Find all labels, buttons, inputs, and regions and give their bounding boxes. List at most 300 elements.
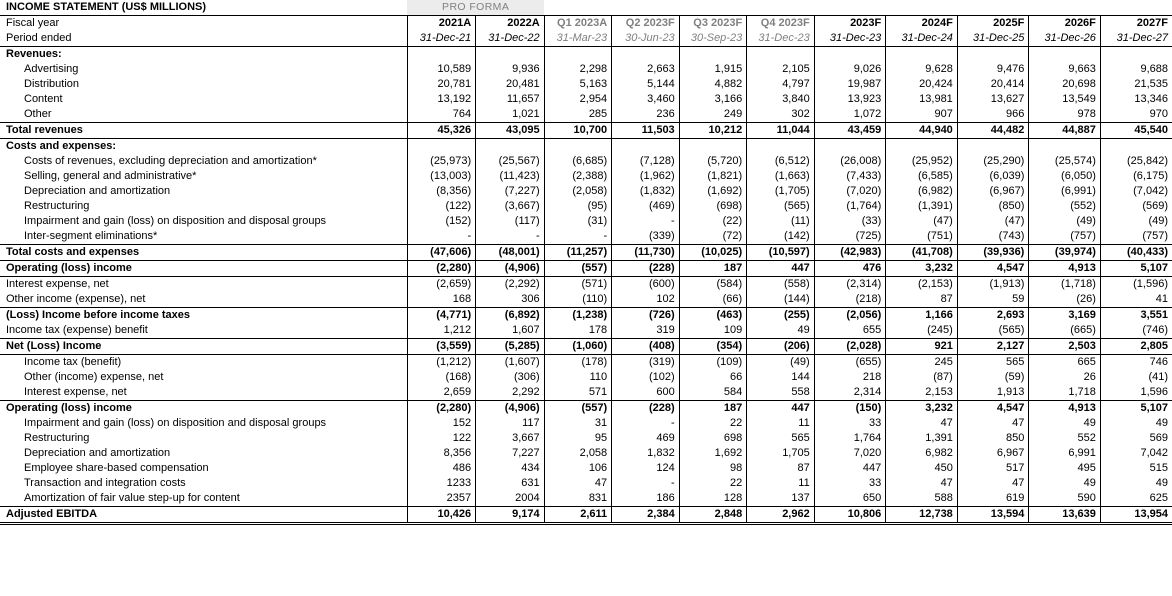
cell-impairment-and-gain-loss-on-disposition-and-disp-2021a: 152: [407, 416, 476, 431]
cell-revenues-q3-2023f: [679, 47, 747, 63]
row-label-content: Content: [24, 93, 63, 105]
cell-loss-income-before-income-taxes-q2-2023f: (726): [612, 308, 680, 324]
cell-income-tax-expense-benefit-2021a: 1,212: [407, 323, 476, 339]
cell-other-q4-2023f: 302: [747, 107, 815, 123]
cell-adjusted-ebitda-2025f: 13,594: [957, 507, 1029, 524]
column-header-year-2023f: 2023F: [814, 16, 886, 32]
cell-other-income-expense-net-2026f: 26: [1029, 370, 1101, 385]
row-label-interest-expense-net: Interest expense, net: [0, 277, 407, 293]
cell-selling-general-and-administrative-q4-2023f: (1,663): [747, 169, 815, 184]
cell-adjusted-ebitda-2026f: 13,639: [1029, 507, 1101, 524]
cell-operating-loss-income-q3-2023f: 187: [679, 401, 747, 417]
cell-operating-loss-income-q1-2023a: (557): [544, 401, 612, 417]
row-label-selling-general-and-administrative: Selling, general and administrative*: [24, 170, 197, 182]
column-header-year-q2-2023f: Q2 2023F: [612, 16, 680, 32]
cell-adjusted-ebitda-2027f: 13,954: [1100, 507, 1172, 524]
cell-other-income-expense-net-q4-2023f: (144): [747, 292, 815, 308]
table-row: [0, 154, 1172, 169]
cell-restructuring-q4-2023f: (565): [747, 199, 815, 214]
header-blank-9: [1029, 0, 1101, 16]
cell-other-income-expense-net-2021a: 168: [407, 292, 476, 308]
cell-selling-general-and-administrative-2024f: (6,585): [886, 169, 958, 184]
cell-operating-loss-income-2027f: 5,107: [1100, 261, 1172, 277]
cell-total-revenues-2027f: 45,540: [1100, 123, 1172, 139]
cell-depreciation-and-amortization-2025f: 6,967: [957, 446, 1029, 461]
table-row: [0, 507, 1172, 524]
cell-other-income-expense-net-q2-2023f: (102): [612, 370, 680, 385]
column-header-year-2025f: 2025F: [957, 16, 1029, 32]
cell-revenues-2027f: [1100, 47, 1172, 63]
fiscal-year-label: Fiscal year: [6, 17, 60, 29]
column-header-year-q3-2023f: Q3 2023F: [679, 16, 747, 32]
row-label-transaction-and-integration-costs: Transaction and integration costs: [24, 477, 186, 489]
cell-selling-general-and-administrative-q1-2023a: (2,388): [544, 169, 612, 184]
column-header-year-2027f: 2027F: [1100, 16, 1172, 32]
cell-impairment-and-gain-loss-on-disposition-and-disp-q2-2023f: -: [612, 214, 680, 229]
table-row: [0, 476, 1172, 491]
table-row: [0, 169, 1172, 184]
cell-costs-and-expenses-q2-2023f: [612, 139, 680, 155]
cell-adjusted-ebitda-2021a: 10,426: [407, 507, 476, 524]
cell-distribution-2026f: 20,698: [1029, 77, 1101, 92]
header-blank-2: [544, 0, 612, 16]
cell-advertising-2024f: 9,628: [886, 62, 958, 77]
cell-total-costs-and-expenses-2026f: (39,974): [1029, 245, 1101, 261]
cell-amortization-of-fair-value-step-up-for-content-2022a: 2004: [476, 491, 545, 507]
cell-interest-expense-net-q3-2023f: (584): [679, 277, 747, 293]
cell-restructuring-2022a: (3,667): [476, 199, 545, 214]
cell-advertising-2021a: 10,589: [407, 62, 476, 77]
table-row: [0, 339, 1172, 355]
column-header-year-2024f: 2024F: [886, 16, 958, 32]
cell-impairment-and-gain-loss-on-disposition-and-disp-2022a: (117): [476, 214, 545, 229]
cell-restructuring-2025f: 850: [957, 431, 1029, 446]
cell-loss-income-before-income-taxes-2025f: 2,693: [957, 308, 1029, 324]
cell-transaction-and-integration-costs-2024f: 47: [886, 476, 958, 491]
table-row: [0, 123, 1172, 139]
cell-income-tax-benefit-q4-2023f: (49): [747, 355, 815, 371]
cell-inter-segment-eliminations-q2-2023f: (339): [612, 229, 680, 245]
cell-advertising-2022a: 9,936: [476, 62, 545, 77]
header-blank-8: [957, 0, 1029, 16]
column-header-year-q4-2023f: Q4 2023F: [747, 16, 815, 32]
cell-depreciation-and-amortization-2026f: (6,991): [1029, 184, 1101, 199]
cell-restructuring-2027f: (569): [1100, 199, 1172, 214]
cell-other-income-expense-net-q2-2023f: 102: [612, 292, 680, 308]
cell-interest-expense-net-2027f: (1,596): [1100, 277, 1172, 293]
cell-restructuring-2025f: (850): [957, 199, 1029, 214]
cell-loss-income-before-income-taxes-q1-2023a: (1,238): [544, 308, 612, 324]
cell-total-costs-and-expenses-q2-2023f: (11,730): [612, 245, 680, 261]
row-label-total-revenues: Total revenues: [0, 123, 407, 139]
cell-impairment-and-gain-loss-on-disposition-and-disp-2021a: (152): [407, 214, 476, 229]
cell-employee-share-based-compensation-2027f: 515: [1100, 461, 1172, 476]
cell-restructuring-2026f: (552): [1029, 199, 1101, 214]
cell-employee-share-based-compensation-2023f: 447: [814, 461, 886, 476]
cell-income-tax-benefit-q1-2023a: (178): [544, 355, 612, 371]
cell-operating-loss-income-2024f: 3,232: [886, 261, 958, 277]
cell-impairment-and-gain-loss-on-disposition-and-disp-2022a: 117: [476, 416, 545, 431]
cell-selling-general-and-administrative-q3-2023f: (1,821): [679, 169, 747, 184]
header-blank-10: [1100, 0, 1172, 16]
cell-total-costs-and-expenses-2024f: (41,708): [886, 245, 958, 261]
row-label-impairment-and-gain-loss-on-disposition-and-disp: Impairment and gain (loss) on disposition and disposal groups: [24, 215, 327, 227]
cell-interest-expense-net-q1-2023a: 571: [544, 385, 612, 401]
cell-transaction-and-integration-costs-2022a: 631: [476, 476, 545, 491]
cell-content-2022a: 11,657: [476, 92, 545, 107]
cell-depreciation-and-amortization-2023f: (7,020): [814, 184, 886, 199]
cell-depreciation-and-amortization-q1-2023a: 2,058: [544, 446, 612, 461]
cell-content-q1-2023a: 2,954: [544, 92, 612, 107]
cell-loss-income-before-income-taxes-q4-2023f: (255): [747, 308, 815, 324]
column-header-date-31-dec-23: 31-Dec-23: [747, 31, 815, 47]
cell-income-tax-expense-benefit-q3-2023f: 109: [679, 323, 747, 339]
cell-depreciation-and-amortization-q1-2023a: (2,058): [544, 184, 612, 199]
cell-other-income-expense-net-2022a: 306: [476, 292, 545, 308]
row-label-revenues: Revenues:: [6, 48, 62, 60]
column-header-date-31-dec-27: 31-Dec-27: [1100, 31, 1172, 47]
cell-content-2026f: 13,549: [1029, 92, 1101, 107]
cell-selling-general-and-administrative-2021a: (13,003): [407, 169, 476, 184]
cell-revenues-q1-2023a: [544, 47, 612, 63]
cell-operating-loss-income-2023f: 476: [814, 261, 886, 277]
cell-distribution-2021a: 20,781: [407, 77, 476, 92]
cell-other-income-expense-net-2025f: (59): [957, 370, 1029, 385]
column-header-date-31-dec-24: 31-Dec-24: [886, 31, 958, 47]
cell-income-tax-benefit-2024f: 245: [886, 355, 958, 371]
cell-operating-loss-income-2024f: 3,232: [886, 401, 958, 417]
cell-inter-segment-eliminations-2022a: -: [476, 229, 545, 245]
row-label-depreciation-and-amortization: Depreciation and amortization: [24, 185, 171, 197]
cell-restructuring-2023f: (1,764): [814, 199, 886, 214]
cell-costs-and-expenses-q4-2023f: [747, 139, 815, 155]
period-ended-row: [0, 31, 1172, 47]
cell-content-q4-2023f: 3,840: [747, 92, 815, 107]
cell-impairment-and-gain-loss-on-disposition-and-disp-2025f: 47: [957, 416, 1029, 431]
cell-revenues-2025f: [957, 47, 1029, 63]
header-blank-3: [612, 0, 680, 16]
cell-employee-share-based-compensation-2021a: 486: [407, 461, 476, 476]
row-label-net-loss-income: Net (Loss) Income: [0, 339, 407, 355]
cell-income-tax-benefit-2023f: (655): [814, 355, 886, 371]
cell-other-income-expense-net-2025f: 59: [957, 292, 1029, 308]
cell-depreciation-and-amortization-2024f: 6,982: [886, 446, 958, 461]
table-row: [0, 229, 1172, 245]
cell-income-tax-expense-benefit-q2-2023f: 319: [612, 323, 680, 339]
cell-costs-of-revenues-excluding-depreciation-and-amo-2024f: (25,952): [886, 154, 958, 169]
cell-transaction-and-integration-costs-q2-2023f: -: [612, 476, 680, 491]
cell-total-costs-and-expenses-2021a: (47,606): [407, 245, 476, 261]
cell-transaction-and-integration-costs-2023f: 33: [814, 476, 886, 491]
cell-inter-segment-eliminations-2025f: (743): [957, 229, 1029, 245]
table-row: [0, 277, 1172, 293]
cell-other-income-expense-net-q1-2023a: 110: [544, 370, 612, 385]
cell-depreciation-and-amortization-q3-2023f: 1,692: [679, 446, 747, 461]
table-row: [0, 47, 1172, 63]
cell-advertising-q3-2023f: 1,915: [679, 62, 747, 77]
table-row: [0, 416, 1172, 431]
period-ended-label: Period ended: [0, 31, 407, 47]
cell-total-revenues-q2-2023f: 11,503: [612, 123, 680, 139]
table-row: [0, 62, 1172, 77]
page-title: INCOME STATEMENT (US$ MILLIONS): [0, 0, 407, 16]
cell-amortization-of-fair-value-step-up-for-content-2025f: 619: [957, 491, 1029, 507]
cell-costs-of-revenues-excluding-depreciation-and-amo-2025f: (25,290): [957, 154, 1029, 169]
cell-other-income-expense-net-q4-2023f: 144: [747, 370, 815, 385]
cell-impairment-and-gain-loss-on-disposition-and-disp-2027f: 49: [1100, 416, 1172, 431]
cell-income-tax-expense-benefit-2022a: 1,607: [476, 323, 545, 339]
cell-depreciation-and-amortization-2025f: (6,967): [957, 184, 1029, 199]
cell-depreciation-and-amortization-2022a: 7,227: [476, 446, 545, 461]
cell-distribution-2025f: 20,414: [957, 77, 1029, 92]
cell-revenues-2023f: [814, 47, 886, 63]
cell-depreciation-and-amortization-2027f: 7,042: [1100, 446, 1172, 461]
cell-total-costs-and-expenses-2027f: (40,433): [1100, 245, 1172, 261]
cell-depreciation-and-amortization-2023f: 7,020: [814, 446, 886, 461]
cell-income-tax-benefit-2027f: 746: [1100, 355, 1172, 371]
cell-impairment-and-gain-loss-on-disposition-and-disp-q2-2023f: -: [612, 416, 680, 431]
cell-depreciation-and-amortization-2021a: (8,356): [407, 184, 476, 199]
cell-depreciation-and-amortization-2027f: (7,042): [1100, 184, 1172, 199]
cell-amortization-of-fair-value-step-up-for-content-q3-2023f: 128: [679, 491, 747, 507]
cell-other-income-expense-net-2022a: (306): [476, 370, 545, 385]
cell-depreciation-and-amortization-q4-2023f: (1,705): [747, 184, 815, 199]
cell-net-loss-income-2024f: 921: [886, 339, 958, 355]
cell-employee-share-based-compensation-2025f: 517: [957, 461, 1029, 476]
table-row: [0, 446, 1172, 461]
cell-interest-expense-net-2023f: 2,314: [814, 385, 886, 401]
cell-employee-share-based-compensation-2022a: 434: [476, 461, 545, 476]
table-row: [0, 308, 1172, 324]
cell-transaction-and-integration-costs-2026f: 49: [1029, 476, 1101, 491]
cell-total-revenues-q3-2023f: 10,212: [679, 123, 747, 139]
cell-operating-loss-income-2025f: 4,547: [957, 261, 1029, 277]
cell-interest-expense-net-2024f: 2,153: [886, 385, 958, 401]
column-header-date-31-dec-23: 31-Dec-23: [814, 31, 886, 47]
cell-interest-expense-net-q2-2023f: 600: [612, 385, 680, 401]
cell-restructuring-2024f: 1,391: [886, 431, 958, 446]
cell-restructuring-q1-2023a: (95): [544, 199, 612, 214]
cell-net-loss-income-2026f: 2,503: [1029, 339, 1101, 355]
cell-content-q2-2023f: 3,460: [612, 92, 680, 107]
cell-content-2025f: 13,627: [957, 92, 1029, 107]
row-label-total-costs-and-expenses: Total costs and expenses: [0, 245, 407, 261]
cell-selling-general-and-administrative-2027f: (6,175): [1100, 169, 1172, 184]
cell-operating-loss-income-2027f: 5,107: [1100, 401, 1172, 417]
cell-operating-loss-income-2021a: (2,280): [407, 261, 476, 277]
header-blank-4: [679, 0, 747, 16]
row-label-distribution: Distribution: [24, 78, 80, 90]
row-label-other-income-expense-net: Other income (expense), net: [6, 293, 146, 305]
row-label-income-tax-benefit: Income tax (benefit): [24, 356, 122, 368]
cell-inter-segment-eliminations-2027f: (757): [1100, 229, 1172, 245]
column-header-date-31-mar-23: 31-Mar-23: [544, 31, 612, 47]
table-row: [0, 431, 1172, 446]
table-row: [0, 107, 1172, 123]
cell-costs-and-expenses-q3-2023f: [679, 139, 747, 155]
cell-operating-loss-income-2022a: (4,906): [476, 261, 545, 277]
cell-distribution-q4-2023f: 4,797: [747, 77, 815, 92]
cell-employee-share-based-compensation-2026f: 495: [1029, 461, 1101, 476]
cell-distribution-q2-2023f: 5,144: [612, 77, 680, 92]
column-header-year-2026f: 2026F: [1029, 16, 1101, 32]
row-label-other-income-expense-net: Other (income) expense, net: [24, 371, 164, 383]
cell-other-income-expense-net-2023f: (218): [814, 292, 886, 308]
cell-restructuring-q2-2023f: 469: [612, 431, 680, 446]
cell-amortization-of-fair-value-step-up-for-content-2027f: 625: [1100, 491, 1172, 507]
column-header-date-30-jun-23: 30-Jun-23: [612, 31, 680, 47]
cell-income-tax-benefit-q3-2023f: (109): [679, 355, 747, 371]
cell-revenues-q4-2023f: [747, 47, 815, 63]
cell-restructuring-2023f: 1,764: [814, 431, 886, 446]
cell-income-tax-benefit-2026f: 665: [1029, 355, 1101, 371]
cell-interest-expense-net-2026f: (1,718): [1029, 277, 1101, 293]
table-row: [0, 355, 1172, 371]
cell-impairment-and-gain-loss-on-disposition-and-disp-2026f: (49): [1029, 214, 1101, 229]
cell-costs-of-revenues-excluding-depreciation-and-amo-q1-2023a: (6,685): [544, 154, 612, 169]
cell-interest-expense-net-q4-2023f: (558): [747, 277, 815, 293]
cell-amortization-of-fair-value-step-up-for-content-2021a: 2357: [407, 491, 476, 507]
cell-interest-expense-net-2021a: (2,659): [407, 277, 476, 293]
cell-total-costs-and-expenses-2025f: (39,936): [957, 245, 1029, 261]
cell-income-tax-expense-benefit-2026f: (665): [1029, 323, 1101, 339]
column-header-year-2022a: 2022A: [476, 16, 545, 32]
cell-restructuring-q3-2023f: (698): [679, 199, 747, 214]
cell-loss-income-before-income-taxes-q3-2023f: (463): [679, 308, 747, 324]
row-label-loss-income-before-income-taxes: (Loss) Income before income taxes: [0, 308, 407, 324]
cell-costs-and-expenses-2023f: [814, 139, 886, 155]
cell-restructuring-2022a: 3,667: [476, 431, 545, 446]
title-row: [0, 0, 1172, 16]
cell-interest-expense-net-q4-2023f: 558: [747, 385, 815, 401]
cell-costs-and-expenses-2024f: [886, 139, 958, 155]
cell-distribution-2027f: 21,535: [1100, 77, 1172, 92]
cell-impairment-and-gain-loss-on-disposition-and-disp-2027f: (49): [1100, 214, 1172, 229]
cell-income-tax-expense-benefit-q4-2023f: 49: [747, 323, 815, 339]
table-row: [0, 370, 1172, 385]
column-header-year-q1-2023a: Q1 2023A: [544, 16, 612, 32]
cell-restructuring-q1-2023a: 95: [544, 431, 612, 446]
cell-costs-of-revenues-excluding-depreciation-and-amo-q3-2023f: (5,720): [679, 154, 747, 169]
table-row: [0, 184, 1172, 199]
column-header-date-31-dec-25: 31-Dec-25: [957, 31, 1029, 47]
column-header-date-30-sep-23: 30-Sep-23: [679, 31, 747, 47]
cell-inter-segment-eliminations-q3-2023f: (72): [679, 229, 747, 245]
table-row: [0, 261, 1172, 277]
cell-depreciation-and-amortization-q3-2023f: (1,692): [679, 184, 747, 199]
cell-selling-general-and-administrative-2022a: (11,423): [476, 169, 545, 184]
cell-content-2027f: 13,346: [1100, 92, 1172, 107]
cell-interest-expense-net-2026f: 1,718: [1029, 385, 1101, 401]
cell-other-2025f: 966: [957, 107, 1029, 123]
cell-content-2021a: 13,192: [407, 92, 476, 107]
cell-income-tax-expense-benefit-2023f: 655: [814, 323, 886, 339]
fiscal-year-row: [0, 16, 1172, 32]
cell-adjusted-ebitda-q1-2023a: 2,611: [544, 507, 612, 524]
cell-revenues-2024f: [886, 47, 958, 63]
table-row: [0, 92, 1172, 107]
cell-adjusted-ebitda-2024f: 12,738: [886, 507, 958, 524]
cell-operating-loss-income-q2-2023f: (228): [612, 401, 680, 417]
cell-other-2023f: 1,072: [814, 107, 886, 123]
cell-impairment-and-gain-loss-on-disposition-and-disp-2026f: 49: [1029, 416, 1101, 431]
row-label-restructuring: Restructuring: [24, 200, 90, 212]
cell-employee-share-based-compensation-q3-2023f: 98: [679, 461, 747, 476]
cell-costs-and-expenses-2027f: [1100, 139, 1172, 155]
cell-impairment-and-gain-loss-on-disposition-and-disp-2025f: (47): [957, 214, 1029, 229]
cell-costs-of-revenues-excluding-depreciation-and-amo-2022a: (25,567): [476, 154, 545, 169]
cell-interest-expense-net-q1-2023a: (571): [544, 277, 612, 293]
column-header-date-31-dec-26: 31-Dec-26: [1029, 31, 1101, 47]
row-label-depreciation-and-amortization: Depreciation and amortization: [24, 447, 171, 459]
row-label-impairment-and-gain-loss-on-disposition-and-disp: Impairment and gain (loss) on disposition and disposal groups: [24, 417, 327, 429]
cell-distribution-2024f: 20,424: [886, 77, 958, 92]
cell-total-revenues-2023f: 43,459: [814, 123, 886, 139]
cell-net-loss-income-2023f: (2,028): [814, 339, 886, 355]
cell-income-tax-expense-benefit-2027f: (746): [1100, 323, 1172, 339]
cell-inter-segment-eliminations-2026f: (757): [1029, 229, 1101, 245]
cell-costs-of-revenues-excluding-depreciation-and-amo-2021a: (25,973): [407, 154, 476, 169]
cell-net-loss-income-2022a: (5,285): [476, 339, 545, 355]
cell-other-2026f: 978: [1029, 107, 1101, 123]
cell-total-revenues-2026f: 44,887: [1029, 123, 1101, 139]
cell-operating-loss-income-q2-2023f: (228): [612, 261, 680, 277]
cell-income-tax-benefit-2022a: (1,607): [476, 355, 545, 371]
row-label-advertising: Advertising: [24, 63, 79, 75]
row-label-income-tax-expense-benefit: Income tax (expense) benefit: [6, 324, 148, 336]
cell-other-q1-2023a: 285: [544, 107, 612, 123]
cell-selling-general-and-administrative-2026f: (6,050): [1029, 169, 1101, 184]
cell-operating-loss-income-q3-2023f: 187: [679, 261, 747, 277]
cell-total-costs-and-expenses-q4-2023f: (10,597): [747, 245, 815, 261]
table-row: [0, 139, 1172, 155]
cell-costs-and-expenses-2021a: [407, 139, 476, 155]
cell-interest-expense-net-2025f: 1,913: [957, 385, 1029, 401]
row-label-other: Other: [24, 108, 52, 120]
cell-employee-share-based-compensation-q2-2023f: 124: [612, 461, 680, 476]
cell-depreciation-and-amortization-2026f: 6,991: [1029, 446, 1101, 461]
cell-impairment-and-gain-loss-on-disposition-and-disp-q1-2023a: 31: [544, 416, 612, 431]
cell-depreciation-and-amortization-2022a: (7,227): [476, 184, 545, 199]
cell-total-revenues-2025f: 44,482: [957, 123, 1029, 139]
header-blank-7: [886, 0, 958, 16]
cell-revenues-2021a: [407, 47, 476, 63]
cell-adjusted-ebitda-q2-2023f: 2,384: [612, 507, 680, 524]
cell-total-costs-and-expenses-2023f: (42,983): [814, 245, 886, 261]
cell-costs-and-expenses-2025f: [957, 139, 1029, 155]
cell-advertising-2026f: 9,663: [1029, 62, 1101, 77]
cell-other-q3-2023f: 249: [679, 107, 747, 123]
cell-interest-expense-net-2025f: (1,913): [957, 277, 1029, 293]
cell-costs-of-revenues-excluding-depreciation-and-amo-2027f: (25,842): [1100, 154, 1172, 169]
cell-income-tax-expense-benefit-2025f: (565): [957, 323, 1029, 339]
cell-restructuring-2024f: (1,391): [886, 199, 958, 214]
pro-forma-band: PRO FORMA: [407, 0, 544, 16]
cell-interest-expense-net-2022a: 2,292: [476, 385, 545, 401]
cell-other-income-expense-net-2021a: (168): [407, 370, 476, 385]
cell-impairment-and-gain-loss-on-disposition-and-disp-2024f: (47): [886, 214, 958, 229]
cell-restructuring-q4-2023f: 565: [747, 431, 815, 446]
cell-amortization-of-fair-value-step-up-for-content-q1-2023a: 831: [544, 491, 612, 507]
cell-operating-loss-income-2026f: 4,913: [1029, 401, 1101, 417]
cell-loss-income-before-income-taxes-2027f: 3,551: [1100, 308, 1172, 324]
cell-loss-income-before-income-taxes-2021a: (4,771): [407, 308, 476, 324]
cell-impairment-and-gain-loss-on-disposition-and-disp-q4-2023f: 11: [747, 416, 815, 431]
cell-other-q2-2023f: 236: [612, 107, 680, 123]
table-row: [0, 292, 1172, 308]
cell-other-income-expense-net-2024f: 87: [886, 292, 958, 308]
cell-distribution-2023f: 19,987: [814, 77, 886, 92]
